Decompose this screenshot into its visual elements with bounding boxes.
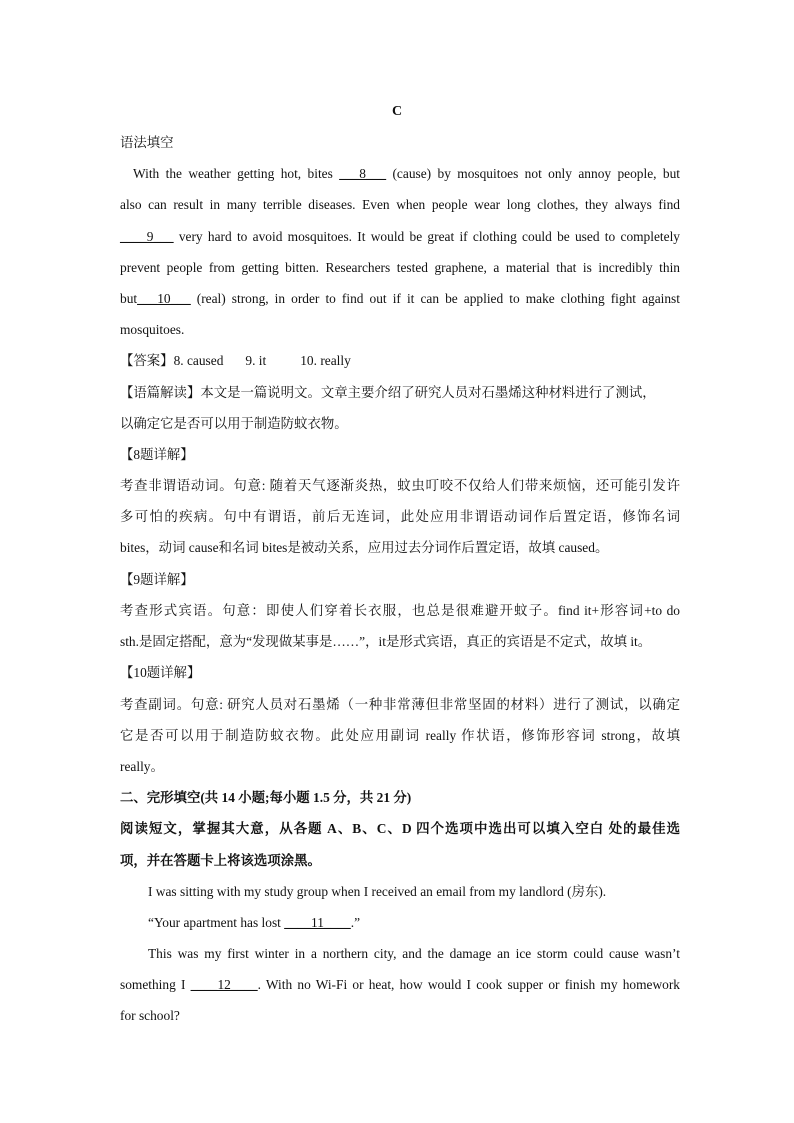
answer-9: 9. it xyxy=(245,353,267,368)
q9-line-2: sth.是固定搭配，意为“发现做某事是……”，it是形式宾语，真正的宾语是不定式，故填 it。 xyxy=(120,634,652,649)
story-para-3-line-2 xyxy=(120,975,680,995)
passage-text: very hard to avoid mosquitoes. It would be great if clothing could be used to completely xyxy=(173,229,680,244)
analysis-line-1: 【语篇解读】本文是一篇说明文。文章主要介绍了研究人员对石墨烯这种材料进行了测试， xyxy=(120,385,656,400)
story-para-3-line-3: for school? xyxy=(120,1008,180,1023)
blank-8: ___8___ xyxy=(339,166,387,181)
part2-instruction-2: 项，并在答题卡上将该选项涂黑。 xyxy=(120,853,321,868)
passage-line-2: also can result in many terrible diseases. Even when people wear long clothes, they always find xyxy=(120,197,680,212)
blank-9: ____9___ xyxy=(120,229,174,244)
part2-heading: 二、完形填空(共 14 小题;每小题 1.5 分，共 21 分) xyxy=(120,790,412,805)
passage-text: With the weather getting hot, bites xyxy=(133,166,340,181)
blank-11: ____11____ xyxy=(284,915,351,930)
q10-line-2: 它是否可以用于制造防蚊衣物。此处应用副词 really 作状语，修饰形容词 strong，故填 xyxy=(120,728,680,743)
q10-line-1: 考查副词。句意: 研究人员对石墨烯（一种非常薄但非常坚固的材料）进行了测试，以确定 xyxy=(120,697,680,712)
story-para-2 xyxy=(148,913,680,933)
story-para-1: I was sitting with my study group when I received an email from my landlord (房东). xyxy=(148,884,607,899)
blank-12: ____12____ xyxy=(190,977,258,992)
q10-title: 【10题详解】 xyxy=(120,665,201,680)
passage-text: (cause) by mosquitoes not only annoy people, but xyxy=(386,166,681,181)
passage-text: but xyxy=(120,291,138,306)
q9-line-1: 考查形式宾语。句意：即使人们穿着长衣服，也总是很难避开蚊子。find it+形容词+to do xyxy=(120,603,680,618)
story-text: something I xyxy=(120,977,191,992)
answer-label: 【答案】 xyxy=(120,353,174,368)
story-text: . With no Wi-Fi or heat, how would I cook supper or finish my homework xyxy=(257,977,680,992)
story-para-3-line-1: This was my first winter in a northern city, and the damage an ice storm could cause wasn’t xyxy=(148,946,680,961)
passage-line-1 xyxy=(133,164,680,184)
q8-line-2: 多可怕的疾病。句中有谓语，前后无连词，此处应用非谓语动词作后置定语，修饰名词 xyxy=(120,509,680,524)
passage-text: (real) strong, in order to find out if it can be applied to make clothing fight against xyxy=(190,291,680,306)
section-title: C xyxy=(391,104,403,119)
passage-line-4: prevent people from getting bitten. Researchers tested graphene, a material that is incredibly thin xyxy=(120,260,680,275)
passage-line-3 xyxy=(120,227,680,247)
passage-line-5 xyxy=(120,289,680,309)
story-text: “Your apartment has lost xyxy=(148,915,285,930)
q8-line-1: 考查非谓语动词。句意: 随着天气逐渐炎热，蚊虫叮咬不仅给人们带来烦恼，还可能引发许 xyxy=(120,478,680,493)
q8-title: 【8题详解】 xyxy=(120,447,194,462)
answer-10: 10. really xyxy=(300,353,351,368)
answer-8: 8. caused xyxy=(173,353,224,368)
analysis-line-2: 以确定它是否可以用于制造防蚊衣物。 xyxy=(120,416,348,431)
q10-line-3: really。 xyxy=(120,759,164,774)
passage-line-6: mosquitoes. xyxy=(120,322,185,337)
blank-10: ___10___ xyxy=(137,291,191,306)
q9-title: 【9题详解】 xyxy=(120,572,194,587)
part2-instruction-1: 阅读短文，掌握其大意，从各题 A、B、C、D 四个选项中选出可以填入空白 处的最佳选 xyxy=(120,821,680,836)
story-text: .” xyxy=(350,915,361,930)
q8-line-3: bites，动词 cause和名词 bites是被动关系，应用过去分词作后置定语，故填 caused。 xyxy=(120,540,609,555)
answer-line xyxy=(120,351,680,371)
grammar-heading: 语法填空 xyxy=(120,135,174,150)
